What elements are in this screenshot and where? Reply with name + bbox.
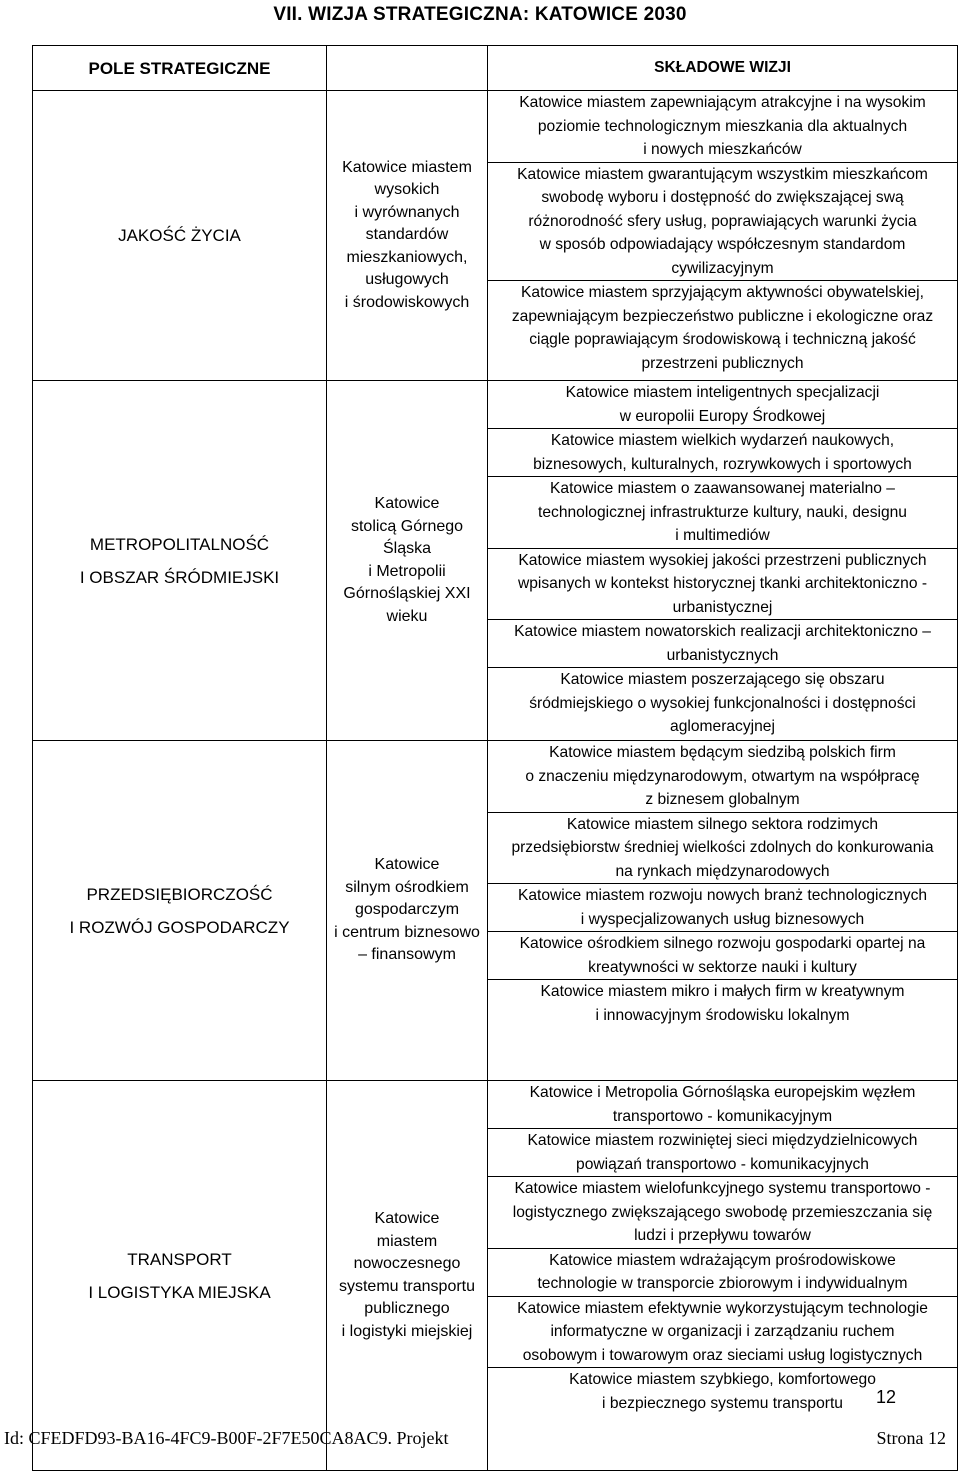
section-row bbox=[33, 381, 958, 741]
vision-component-line: i nowych mieszkańców bbox=[643, 141, 802, 158]
vision-component bbox=[488, 1081, 957, 1129]
vision-statement-line: mieszkaniowych, bbox=[346, 248, 468, 266]
vision-component bbox=[488, 1249, 957, 1297]
vision-component-line: cywilizacyjnym bbox=[671, 259, 774, 277]
vision-component-line: Katowice miastem wysokiej jakości przestrzeni publicznych bbox=[518, 551, 927, 569]
vision-component-line: poziomie technologicznym mieszkania dla aktualnych bbox=[537, 117, 908, 135]
strategic-field-line: I OBSZAR ŚRÓDMIEJSKI bbox=[79, 567, 280, 587]
vision-component bbox=[488, 741, 957, 813]
vision-component-line: swobodę wyboru i dostępność do zwiększającej swą bbox=[541, 189, 904, 206]
vision-statement-line: systemu transportu bbox=[338, 1277, 476, 1295]
vision-component-line: i multimediów bbox=[675, 527, 770, 544]
vision-component-line: technologicznej infrastrukturze kultury, nauki, designu bbox=[538, 503, 907, 521]
vision-component-line: Katowice miastem silnego sektora rodzimych bbox=[566, 815, 879, 833]
vision-component-line: Katowice miastem sprzyjającym aktywności obywatelskiej, bbox=[521, 284, 924, 301]
vision-component-line: w sposób odpowiadający współczesnym standardom bbox=[539, 236, 906, 253]
strategic-field-cell bbox=[33, 91, 327, 381]
vision-component-line: Katowice i Metropolia Górnośląska europejskim węzłem bbox=[529, 1084, 916, 1101]
vision-statement-line: silnym ośrodkiem bbox=[345, 878, 469, 896]
vision-statement-line: usługowych bbox=[365, 271, 449, 289]
vision-statement-line: i środowiskowych bbox=[344, 293, 470, 311]
header-strategic-field: POLE STRATEGICZNE bbox=[33, 46, 327, 91]
vision-component-line: Katowice miastem będącym siedzibą polskich firm bbox=[549, 744, 896, 761]
vision-component bbox=[488, 1297, 957, 1369]
strategic-field-cell bbox=[33, 741, 327, 1081]
footer-document-id: Id: CFEDFD93-BA16-4FC9-B00F-2F7E50CA8AC9. Projekt bbox=[4, 1428, 449, 1448]
strategic-field-cell bbox=[33, 1081, 327, 1471]
vision-component-line: Katowice miastem gwarantującym wszystkim mieszkańcom bbox=[517, 165, 928, 183]
vision-component-line: urbanistycznych bbox=[666, 646, 779, 664]
vision-component-line: ludzi i przepływu towarów bbox=[634, 1227, 811, 1244]
vision-component-line: z biznesem globalnym bbox=[645, 791, 800, 808]
vision-component-line: Katowice miastem rozwoju nowych branż technologicznych bbox=[517, 887, 928, 904]
vision-component-line: technologie w transporcie zbiorowym i indywidualnym bbox=[537, 1275, 908, 1292]
vision-component-line: Katowice miastem wielkich wydarzeń naukowych, bbox=[550, 432, 895, 449]
vision-component-line: Katowice miastem efektywnie wykorzystującym technologie bbox=[517, 1299, 928, 1317]
strategic-field-line: METROPOLITALNOŚĆ bbox=[89, 534, 270, 554]
strategic-field-line: TRANSPORT bbox=[127, 1249, 232, 1269]
vision-statement-line: wieku bbox=[386, 607, 428, 625]
vision-component-line: Katowice miastem o zaawansowanej materialno – bbox=[550, 480, 895, 497]
vision-statement-line: gospodarczym bbox=[354, 901, 460, 919]
vision-component-line: aglomeracyjnej bbox=[670, 718, 775, 735]
vision-component-line: Katowice miastem nowatorskich realizacji architektoniczno – bbox=[514, 623, 931, 640]
vision-component-line: Katowice miastem wdrażającym prośrodowiskowe bbox=[549, 1251, 896, 1269]
vision-component bbox=[488, 91, 957, 163]
vision-component-line: powiązań transportowo - komunikacyjnych bbox=[576, 1155, 869, 1173]
table-header-row bbox=[33, 46, 958, 91]
vision-statement-line: wysokich bbox=[374, 181, 440, 199]
vision-statement-line: standardów bbox=[365, 226, 449, 244]
vision-statement-line: Katowice bbox=[374, 856, 440, 874]
page-number: 12 bbox=[876, 1387, 897, 1407]
vision-component bbox=[488, 1129, 957, 1177]
strategic-field-line: I LOGISTYKA MIEJSKA bbox=[88, 1282, 271, 1302]
vision-component-line: o znaczeniu międzynarodowym, otwartym na współpracę bbox=[525, 767, 920, 785]
page-title: VII. WIZJA STRATEGICZNA: KATOWICE 2030 bbox=[273, 4, 687, 25]
vision-component bbox=[488, 381, 957, 429]
strategic-field-line: I ROZWÓJ GOSPODARCZY bbox=[69, 917, 290, 937]
vision-component bbox=[488, 668, 957, 739]
section-row bbox=[33, 741, 958, 1081]
vision-component bbox=[488, 477, 957, 549]
vision-table bbox=[32, 45, 958, 1471]
vision-component-line: przestrzeni publicznych bbox=[641, 354, 804, 372]
vision-component-line: transportowo - komunikacyjnym bbox=[612, 1107, 833, 1125]
vision-component-line: i bezpiecznego systemu transportu bbox=[602, 1394, 843, 1412]
vision-components-cell bbox=[488, 1081, 958, 1471]
vision-statement-cell bbox=[327, 91, 488, 381]
vision-component bbox=[488, 163, 957, 282]
vision-component-line: na rynkach międzynarodowych bbox=[615, 862, 830, 880]
footer-page-label: Strona 12 bbox=[876, 1428, 946, 1448]
vision-component-line: Katowice miastem poszerzającego się obszaru bbox=[560, 671, 885, 688]
vision-component-line: ciągle poprawiającym środowiskową i techniczną jakość bbox=[529, 331, 916, 348]
vision-statement-line: i logistyki miejskiej bbox=[341, 1322, 473, 1340]
header-vision bbox=[327, 46, 488, 91]
vision-statement-line: publicznego bbox=[364, 1300, 450, 1317]
vision-statement-line: Katowice bbox=[374, 1210, 440, 1227]
vision-component-line: Katowice miastem wielofunkcyjnego systemu transportowo - bbox=[514, 1180, 931, 1197]
vision-components-cell bbox=[488, 381, 958, 741]
strategic-field-line: JAKOŚĆ ŻYCIA bbox=[118, 226, 241, 245]
vision-component bbox=[488, 932, 957, 980]
vision-statement-line: Katowice bbox=[374, 495, 440, 512]
vision-component bbox=[488, 884, 957, 932]
vision-component-line: Katowice miastem inteligentnych specjalizacji bbox=[565, 384, 880, 401]
vision-component-line: Katowice miastem mikro i małych firm w kreatywnym bbox=[540, 983, 905, 1000]
vision-component bbox=[488, 620, 957, 668]
vision-component-line: zapewniającym bezpieczeństwo publiczne i ekologiczne oraz bbox=[511, 307, 934, 325]
vision-component-line: urbanistycznej bbox=[672, 598, 773, 616]
vision-component bbox=[488, 549, 957, 621]
vision-component-line: Katowice miastem rozwiniętej sieci międzydzielnicowych bbox=[527, 1132, 918, 1149]
vision-statement-line: stolicą Górnego bbox=[350, 517, 464, 535]
vision-statement-cell bbox=[327, 741, 488, 1081]
vision-component bbox=[488, 281, 957, 375]
vision-statement-line: nowoczesnego bbox=[353, 1255, 461, 1272]
vision-component-line: w europolii Europy Środkowej bbox=[619, 407, 826, 425]
vision-component-line: wpisanych w kontekst historycznej tkanki architektoniczno - bbox=[517, 575, 928, 592]
vision-component bbox=[488, 813, 957, 885]
vision-statement-cell bbox=[327, 381, 488, 741]
vision-component-line: osobowym i towarowym oraz sieciami usług logistycznych bbox=[522, 1346, 923, 1364]
vision-statement-line: i Metropolii bbox=[368, 562, 446, 580]
vision-statement-line: i centrum biznesowo bbox=[334, 923, 480, 941]
vision-component bbox=[488, 980, 957, 1027]
strategic-field-cell bbox=[33, 381, 327, 741]
vision-statement-line: Górnośląskiej XXI bbox=[343, 585, 471, 602]
vision-statement-cell bbox=[327, 1081, 488, 1471]
vision-component-line: biznesowych, kulturalnych, rozrywkowych i sportowych bbox=[533, 455, 912, 473]
vision-component-line: Katowice ośrodkiem silnego rozwoju gospodarki opartej na bbox=[519, 935, 926, 952]
vision-component bbox=[488, 1177, 957, 1249]
strategic-field-line: PRZEDSIĘBIORCZOŚĆ bbox=[86, 884, 273, 904]
vision-statement-line: i wyrównanych bbox=[354, 203, 460, 221]
vision-statement-line: Śląska bbox=[382, 540, 432, 557]
vision-component-line: logistycznego zwiększającego swobodę przemieszczania się bbox=[512, 1203, 933, 1221]
vision-component-line: przedsiębiorstw średniej wielkości zdolnych do konkurowania bbox=[511, 839, 934, 856]
vision-component bbox=[488, 429, 957, 477]
vision-component-line: kreatywności w sektorze nauki i kultury bbox=[588, 958, 857, 976]
vision-component-line: informatyczne w organizacji i zarządzaniu ruchem bbox=[550, 1323, 895, 1340]
vision-component-line: Katowice miastem zapewniającym atrakcyjne i na wysokim bbox=[519, 94, 926, 111]
section-row bbox=[33, 1081, 958, 1471]
vision-statement-line: Katowice miastem bbox=[342, 158, 472, 176]
vision-component-line: Katowice miastem szybkiego, komfortowego bbox=[569, 1371, 876, 1388]
vision-components-cell bbox=[488, 91, 958, 381]
vision-component-line: i innowacyjnym środowisku lokalnym bbox=[595, 1006, 850, 1024]
vision-component-line: i wyspecjalizowanych usług biznesowych bbox=[580, 910, 865, 928]
vision-component-line: różnorodność sfery usług, poprawiających warunki życia bbox=[528, 212, 917, 230]
vision-statement-line: – finansowym bbox=[358, 946, 456, 964]
vision-statement-line: miastem bbox=[376, 1232, 438, 1250]
section-row bbox=[33, 91, 958, 381]
header-vision-components: SKŁADOWE WIZJI bbox=[488, 46, 958, 91]
vision-components-cell bbox=[488, 741, 958, 1081]
vision-component-line: śródmiejskiego o wysokiej funkcjonalności i dostępności bbox=[529, 694, 916, 712]
